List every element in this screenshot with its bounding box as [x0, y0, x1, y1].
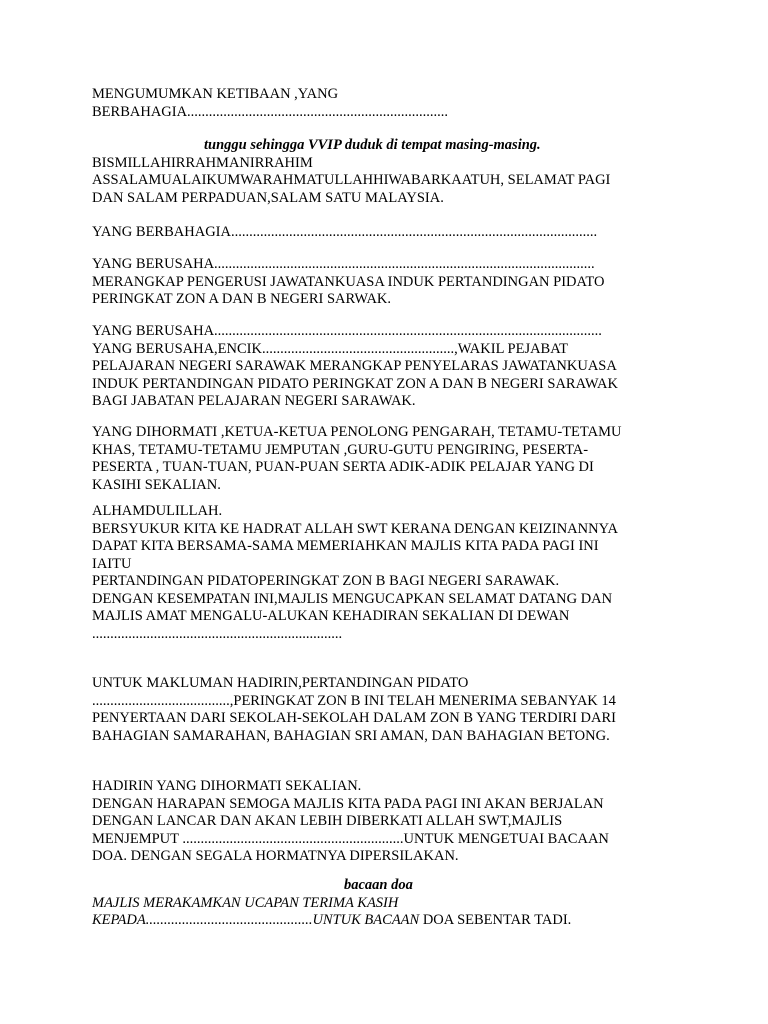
terima-kasih-line-1: MAJLIS MERAKAMKAN UCAPAN TERIMA KASIH — [92, 895, 399, 911]
terima-kasih-line-2 — [92, 912, 692, 930]
bismillah-line: BISMILLAHIRRAHMANIRRAHIM — [92, 155, 313, 171]
salam-greeting: ASSALAMUALAIKUMWARAHMATULLAHHIWABARKAATUH, SELAMAT PAGI DAN SALAM PERPADUAN,SALAM SATU MALAYSIA. — [92, 172, 611, 206]
yang-dihormati-paragraph: YANG DIHORMATI ,KETUA-KETUA PENOLONG PENGARAH, TETAMU-TETAMU KHAS, TETAMU-TETAMU JEMPUTAN ,GURU-GUTU PENGIRING, PESERTA- PESERTA , TUAN-TUAN, PUAN-PUAN SERTA ADIK-ADIK PELAJAR YANG DI KASIHI SEKALIAN. — [92, 424, 622, 493]
document-page — [92, 0, 692, 1024]
vvip-instruction: tunggu sehingga VVIP duduk di tempat masing-masing. — [204, 137, 541, 153]
terima-kasih-kepada: KEPADA..............................................UNTUK BACAAN — [92, 912, 420, 928]
yang-berusaha-wakil: YANG BERUSAHA........................................................................................................... YANG BERUSAHA,ENCIK.....................................................,WAKIL PEJABAT PELAJARAN NEGERI SARAWAK MERANGKAP PENYELARAS JAWATANKUASA INDUK PERTANDINGAN PIDATO PERINGKAT ZON A DAN B NEGERI SARAWAK BAGI JABATAN PELAJARAN NEGERI SARAWAK. — [92, 323, 618, 409]
bacaan-doa-heading: bacaan doa — [344, 877, 413, 893]
yang-berusaha-pengerusi: YANG BERUSAHA......................................................................................................... MERANGKAP PENGERUSI JAWATANKUASA INDUK PERTANDINGAN PIDATO PERINGKAT ZON A DAN B NEGERI SARWAK. — [92, 256, 605, 307]
yang-berbahagia-line: YANG BERBAHAGIA..................................................................................................... — [92, 224, 598, 240]
makluman-paragraph: UNTUK MAKLUMAN HADIRIN,PERTANDINGAN PIDATO ......................................,PERINGKAT ZON B INI TELAH MENERIMA SEBANYAK 14 PENYERTAAN DARI SEKOLAH-SEKOLAH DALAM ZON B YANG TERDIRI DARI BAHAGIAN SAMARAHAN, BAHAGIAN SRI AMAN, DAN BAHAGIAN BETONG. — [92, 675, 616, 744]
announcement-header: MENGUMUMKAN KETIBAAN ,YANG BERBAHAGIA........................................................................ — [92, 86, 449, 120]
terima-kasih-doa-sebentar: DOA SEBENTAR TADI. — [422, 912, 572, 928]
doa-invitation-paragraph: HADIRIN YANG DIHORMATI SEKALIAN. DENGAN HARAPAN SEMOGA MAJLIS KITA PADA PAGI INI AKAN BERJALAN DENGAN LANCAR DAN AKAN LEBIH DIBERKATI ALLAH SWT,MAJLIS MENJEMPUT .............................................................UNTUK MENGETUAI BACAAN DOA. DENGAN SEGALA HORMATNYA DIPERSILAKAN. — [92, 778, 609, 864]
alhamdulillah-paragraph: ALHAMDULILLAH. BERSYUKUR KITA KE HADRAT ALLAH SWT KERANA DENGAN KEIZINANNYA DAPAT KITA BERSAMA-SAMA MEMERIAHKAN MAJLIS KITA PADA PAGI INI IAITU PERTANDINGAN PIDATOPERINGKAT ZON B BAGI NEGERI SARAWAK. DENGAN KESEMPATAN INI,MAJLIS MENGUCAPKAN SELAMAT DATANG DAN MAJLIS AMAT MENGALU-ALUKAN KEHADIRAN SEKALIAN DI DEWAN ..................................................................... — [92, 503, 618, 642]
